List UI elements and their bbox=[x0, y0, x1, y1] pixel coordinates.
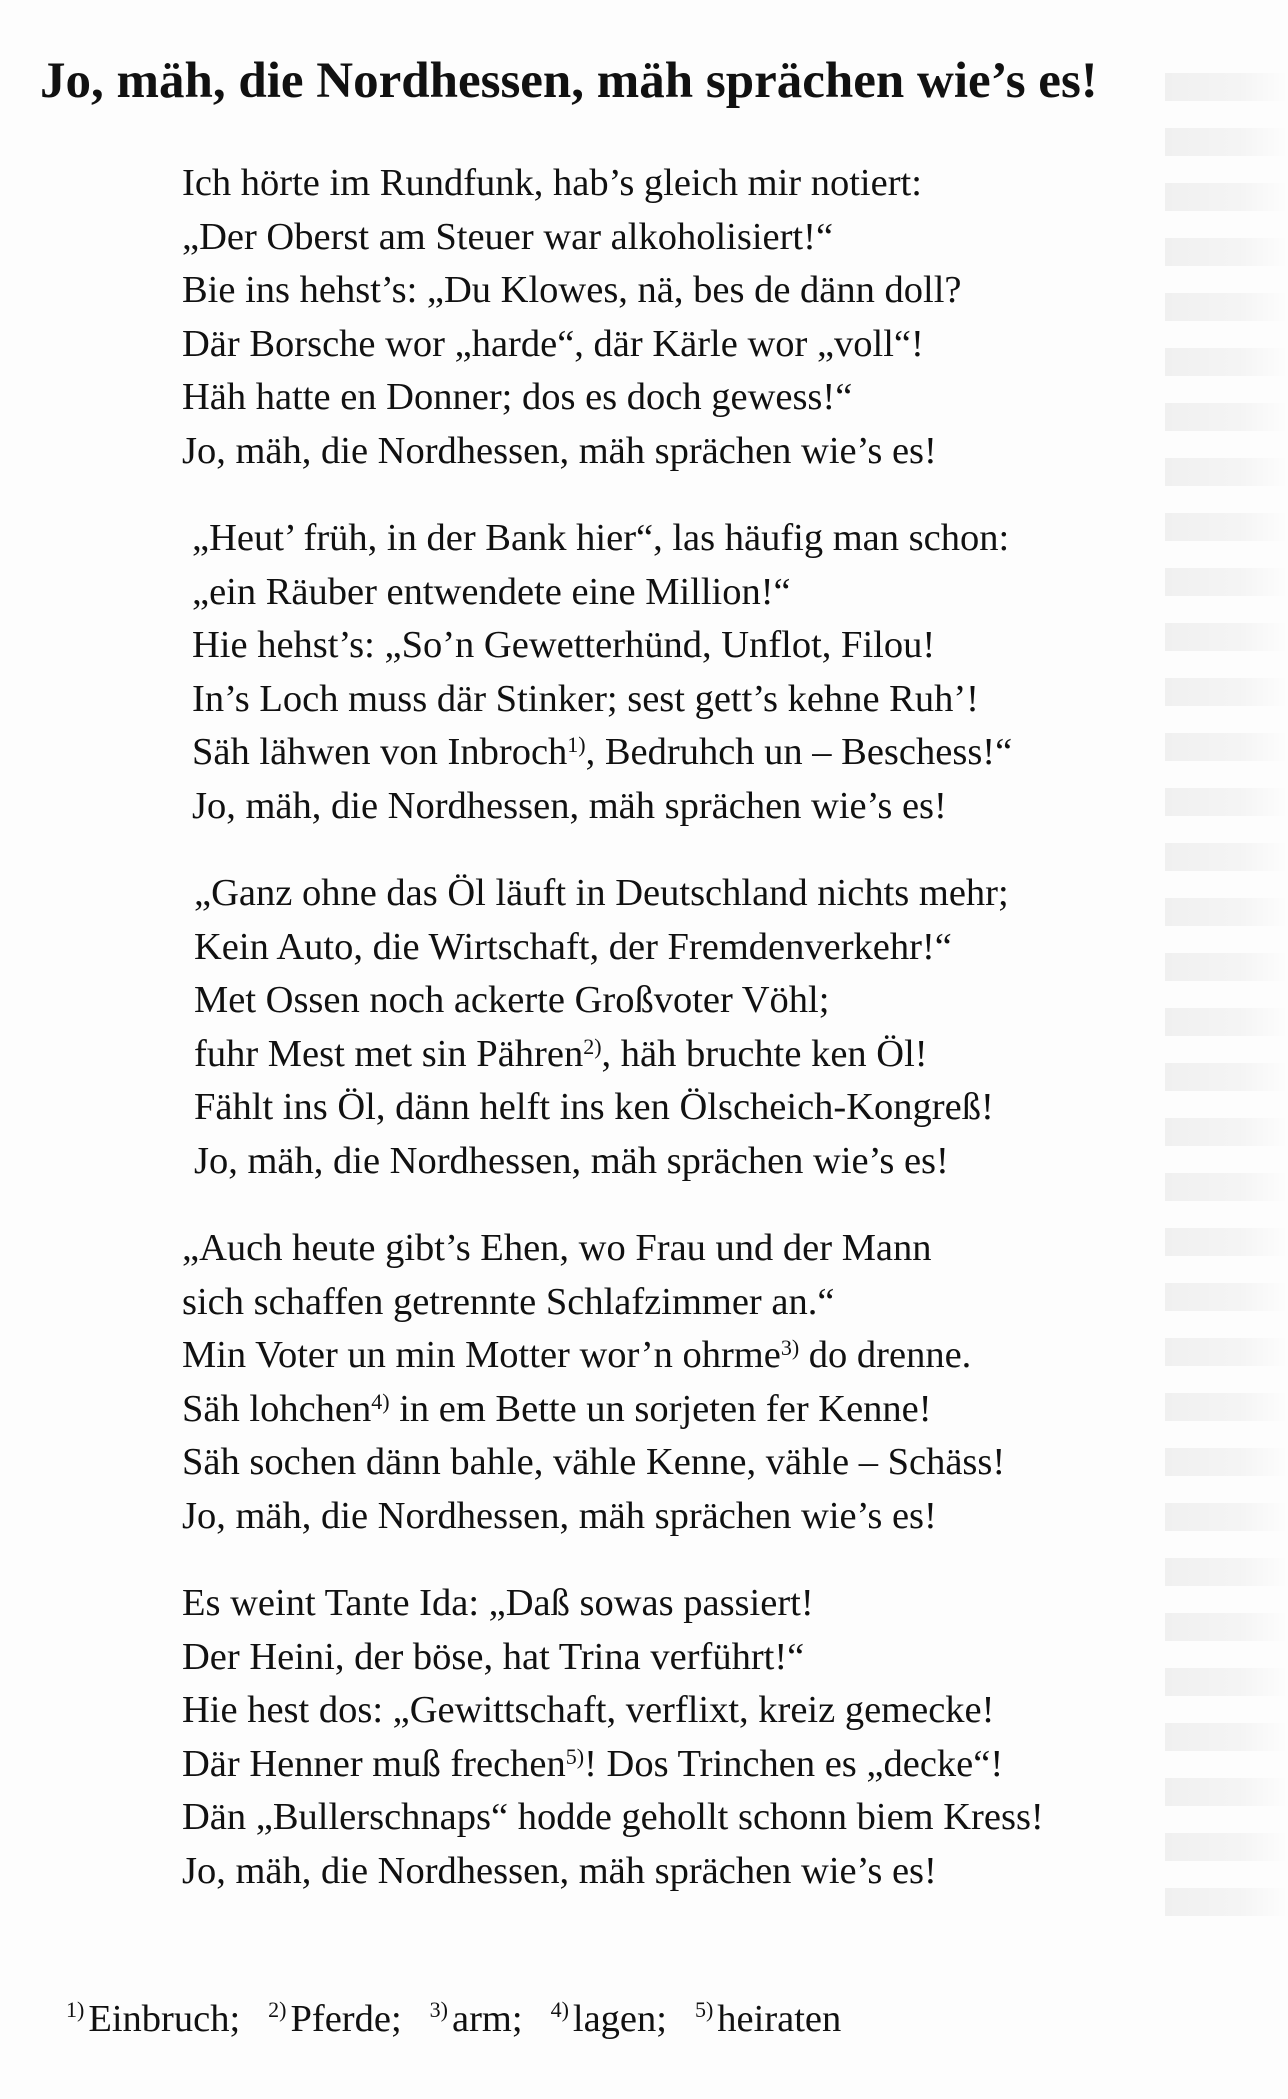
verse-line bbox=[182, 425, 1212, 479]
verse-line bbox=[192, 673, 1212, 727]
footnote-item bbox=[430, 1997, 523, 2041]
verse-line bbox=[192, 780, 1212, 834]
verse-text: „Heut’ früh, in der Bank hier“, las häufig man schon: bbox=[192, 517, 1010, 559]
verse-text: „Auch heute gibt’s Ehen, wo Frau und der Mann bbox=[182, 1227, 932, 1269]
verse-text: Där Borsche wor „harde“, där Kärle wor „voll“! bbox=[182, 322, 924, 365]
verse-text: Häh hatte en Donner; dos es doch gewess!“ bbox=[182, 376, 853, 418]
verse-text: Es weint Tante Ida: „Daß sowas passiert! bbox=[182, 1582, 814, 1624]
footnote-text: Einbruch; bbox=[88, 1998, 241, 2040]
verse-line bbox=[182, 264, 1212, 318]
footnote-number: 3) bbox=[429, 1997, 448, 2023]
verse-text: Bie ins hehst’s: „Du Klowes, nä, bes de dänn doll? bbox=[182, 269, 962, 311]
verse-line bbox=[182, 1490, 1212, 1544]
verse-text: Säh lähwen von Inbroch bbox=[192, 731, 568, 773]
verse-line bbox=[194, 921, 1212, 975]
verse-text: Säh lohchen bbox=[182, 1387, 372, 1430]
verse-text: Säh sochen dänn bahle, vähle Kenne, vähle – Schäss! bbox=[182, 1441, 1006, 1483]
verse-line bbox=[182, 157, 1212, 211]
verse-line bbox=[182, 1383, 1212, 1437]
verse-line bbox=[182, 318, 1212, 372]
stanza-5 bbox=[182, 1577, 1212, 1898]
footnote-item bbox=[551, 1997, 667, 2041]
verse-line bbox=[194, 1135, 1212, 1189]
footnote-number: 5) bbox=[694, 1997, 714, 2023]
footnote-item bbox=[268, 1997, 402, 2041]
footnote-item bbox=[695, 1997, 841, 2041]
verse-text: do drenne. bbox=[799, 1334, 972, 1376]
verse-line bbox=[182, 1222, 1212, 1276]
footnote-text: Pferde; bbox=[290, 1998, 402, 2040]
verse-line bbox=[192, 566, 1212, 620]
footnote-marker: 1) bbox=[567, 732, 586, 758]
verse-text: in em Bette un sorjeten fer Kenne! bbox=[389, 1387, 932, 1430]
verse-text: ! Dos Trinchen es „decke“! bbox=[584, 1742, 1004, 1785]
footnotes bbox=[66, 1997, 869, 2041]
footnote-item bbox=[66, 1997, 240, 2041]
verse-text: „Ganz ohne das Öl läuft in Deutschland nichts mehr; bbox=[194, 872, 1009, 914]
verse-line bbox=[182, 1684, 1212, 1738]
stanza-3 bbox=[194, 867, 1212, 1188]
verse-line bbox=[192, 512, 1212, 566]
verse-text: Fählt ins Öl, dänn helft ins ken Ölscheich-Kongreß! bbox=[194, 1086, 994, 1128]
verse-text: Min Voter un min Motter wor’n ohrme bbox=[182, 1334, 781, 1376]
stanza-4 bbox=[182, 1222, 1212, 1543]
footnote-marker: 2) bbox=[583, 1033, 602, 1059]
verse-text: fuhr Mest met sin Pähren bbox=[194, 1032, 584, 1075]
verse-text: In’s Loch muss där Stinker; sest gett’s kehne Ruh’! bbox=[192, 677, 979, 720]
verse-text: Hie hehst’s: „So’n Gewetterhünd, Unflot, Filou! bbox=[192, 624, 936, 666]
verse-line bbox=[192, 726, 1212, 780]
poem-body bbox=[182, 157, 1212, 1932]
verse-text: Der Heini, der böse, hat Trina verführt!“ bbox=[182, 1635, 805, 1678]
footnote-number: 1) bbox=[66, 1997, 85, 2023]
verse-text: „ein Räuber entwendete eine Million!“ bbox=[192, 570, 791, 613]
verse-line bbox=[182, 1791, 1212, 1845]
verse-line bbox=[182, 211, 1212, 265]
verse-text: Ich hörte im Rundfunk, hab’s gleich mir notiert: bbox=[182, 162, 922, 204]
verse-text: Met Ossen noch ackerte Großvoter Vöhl; bbox=[194, 979, 830, 1021]
verse-line bbox=[192, 619, 1212, 673]
footnote-number: 4) bbox=[550, 1997, 569, 2023]
verse-line bbox=[182, 1631, 1212, 1685]
verse-text: Där Henner muß frechen bbox=[182, 1742, 566, 1785]
verse-line bbox=[194, 1081, 1212, 1135]
verse-text: Hie hest dos: „Gewittschaft, verflixt, kreiz gemecke! bbox=[182, 1689, 995, 1731]
verse-text: Dän „Bullerschnaps“ hodde gehollt schonn biem Kress! bbox=[182, 1796, 1044, 1838]
verse-line bbox=[182, 1329, 1212, 1383]
verse-line bbox=[182, 1577, 1212, 1631]
footnote-marker: 4) bbox=[371, 1388, 390, 1414]
verse-line bbox=[194, 1028, 1212, 1082]
verse-text: , häh bruchte ken Öl! bbox=[601, 1032, 928, 1075]
footnote-text: arm; bbox=[452, 1998, 523, 2040]
verse-text: „Der Oberst am Steuer war alkoholisiert!“ bbox=[182, 215, 834, 258]
footnote-marker: 3) bbox=[780, 1335, 800, 1361]
verse-line bbox=[182, 1276, 1212, 1330]
footnote-text: heiraten bbox=[717, 1998, 842, 2040]
poem-title: Jo, mäh, die Nordhessen, mäh sprächen wie’s es! bbox=[40, 53, 1098, 109]
stanza-1 bbox=[182, 157, 1212, 478]
stanza-2 bbox=[192, 512, 1212, 833]
verse-text: Jo, mäh, die Nordhessen, mäh sprächen wie’s es! bbox=[182, 1849, 937, 1892]
verse-text: , Bedruhch un – Beschess!“ bbox=[585, 731, 1013, 773]
verse-text: Jo, mäh, die Nordhessen, mäh sprächen wie’s es! bbox=[192, 784, 947, 827]
verse-line bbox=[182, 1436, 1212, 1490]
bleed-line bbox=[1165, 60, 1288, 115]
verse-line bbox=[182, 1845, 1212, 1899]
footnote-text: lagen; bbox=[572, 1998, 667, 2040]
verse-text: sich schaffen getrennte Schlafzimmer an.“ bbox=[182, 1280, 835, 1323]
verse-line bbox=[182, 1738, 1212, 1792]
footnote-number: 2) bbox=[268, 1997, 287, 2023]
verse-text: Jo, mäh, die Nordhessen, mäh sprächen wie’s es! bbox=[194, 1139, 949, 1182]
verse-line bbox=[194, 974, 1212, 1028]
verse-text: Jo, mäh, die Nordhessen, mäh sprächen wie’s es! bbox=[182, 1494, 937, 1537]
verse-text: Jo, mäh, die Nordhessen, mäh sprächen wie’s es! bbox=[182, 429, 937, 472]
verse-line bbox=[182, 371, 1212, 425]
verse-line bbox=[194, 867, 1212, 921]
verse-text: Kein Auto, die Wirtschaft, der Fremdenverkehr!“ bbox=[194, 925, 952, 968]
footnote-marker: 5) bbox=[565, 1743, 585, 1769]
